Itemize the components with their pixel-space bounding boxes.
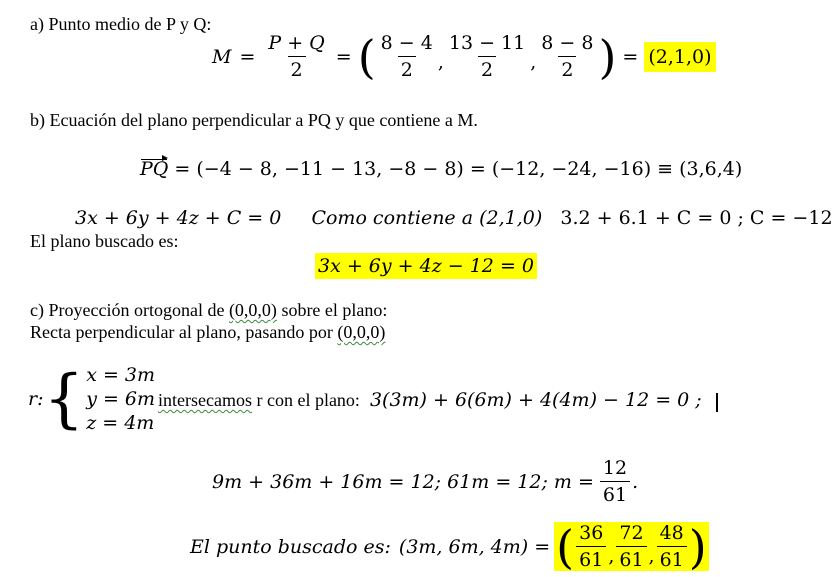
final-frac-y: $\frac{72}{61}$ xyxy=(616,522,646,571)
fraction-x: $\frac{8 - 4}{2}$ xyxy=(380,32,433,81)
fraction-y: $\frac{13 - 11}{2}$ xyxy=(448,32,526,81)
final-frac-x: $\frac{36}{61}$ xyxy=(576,522,606,571)
final-text: El punto buscado es: xyxy=(190,535,391,558)
line-system xyxy=(28,363,155,435)
vector-pq: PQ xyxy=(140,158,169,180)
section-b-heading: b) Ecuación del plano perpendicular a PQ y que contiene a M. xyxy=(30,110,478,130)
plane-general: 3x + 6y + 4z + C = 0 xyxy=(75,207,282,229)
intersect-eq: 3(3m) + 6(6m) + 4(4m) − 12 = 0 ; xyxy=(369,389,702,411)
solve-line: 9m + 36m + 16m = 12; 61m = 12; m = $\frac{12}{61}$ . xyxy=(212,457,639,506)
final-line xyxy=(190,519,709,574)
brace: { xyxy=(43,362,85,436)
r-label: r: xyxy=(28,388,44,410)
var-m: M xyxy=(212,45,232,68)
midpoint-equation: M = $\frac{P + Q}{2}$ = ( $\frac{8 - 4}{2}$ , $\frac{13 - 11}{2}$ , $\frac{8 - 8}{2}$ ) = (2,1,0) xyxy=(212,32,716,81)
final-result: ( $\frac{36}{61}$ , $\frac{72}{61}$ , $\frac{48}{61}$ ) xyxy=(556,519,707,574)
m-fraction: $\frac{12}{61}$ xyxy=(600,457,630,506)
intersect-line: intersecamos r con el plano: 3(3m) + 6(6m) + 4(4m) − 12 = 0 ; xyxy=(158,389,718,412)
eq-z: z = 4m xyxy=(86,412,155,434)
vector-pq-equation: PQ = (−4 − 8, −11 − 13, −8 − 8) = (−12, −24, −16) ≡ (3,6,4) xyxy=(140,158,743,180)
final-frac-z: $\frac{48}{61}$ xyxy=(657,522,687,571)
final-eq: (3m, 6m, 4m) = xyxy=(398,535,551,558)
equals-sign: = xyxy=(239,45,256,68)
midpoint-result: (2,1,0) xyxy=(644,42,715,72)
close-paren: ) xyxy=(598,29,617,84)
fraction-z: $\frac{8 - 8}{2}$ xyxy=(541,32,594,81)
section-c-heading: c) Proyección ortogonal de (0,0,0) sobre el plano: xyxy=(30,300,388,320)
substitution: 3.2 + 6.1 + C = 0 ; C = −12 xyxy=(560,207,833,229)
contains-text: Como contiene a (2,1,0) xyxy=(311,207,543,229)
line-intro: Recta perpendicular al plano, pasando por (0,0,0) xyxy=(30,322,386,342)
open-paren: ( xyxy=(357,29,376,84)
plane-result: 3x + 6y + 4z − 12 = 0 xyxy=(315,253,537,279)
eq-x: x = 3m xyxy=(86,364,156,386)
section-a-heading: a) Punto medio de P y Q: xyxy=(30,14,212,34)
plane-general-line xyxy=(75,207,833,229)
eq-y: y = 6m xyxy=(86,388,156,410)
plane-label: El plano buscado es: xyxy=(30,231,179,251)
fraction-p-plus-q: $\frac{P + Q}{2}$ xyxy=(268,32,325,81)
text-cursor xyxy=(716,393,718,412)
